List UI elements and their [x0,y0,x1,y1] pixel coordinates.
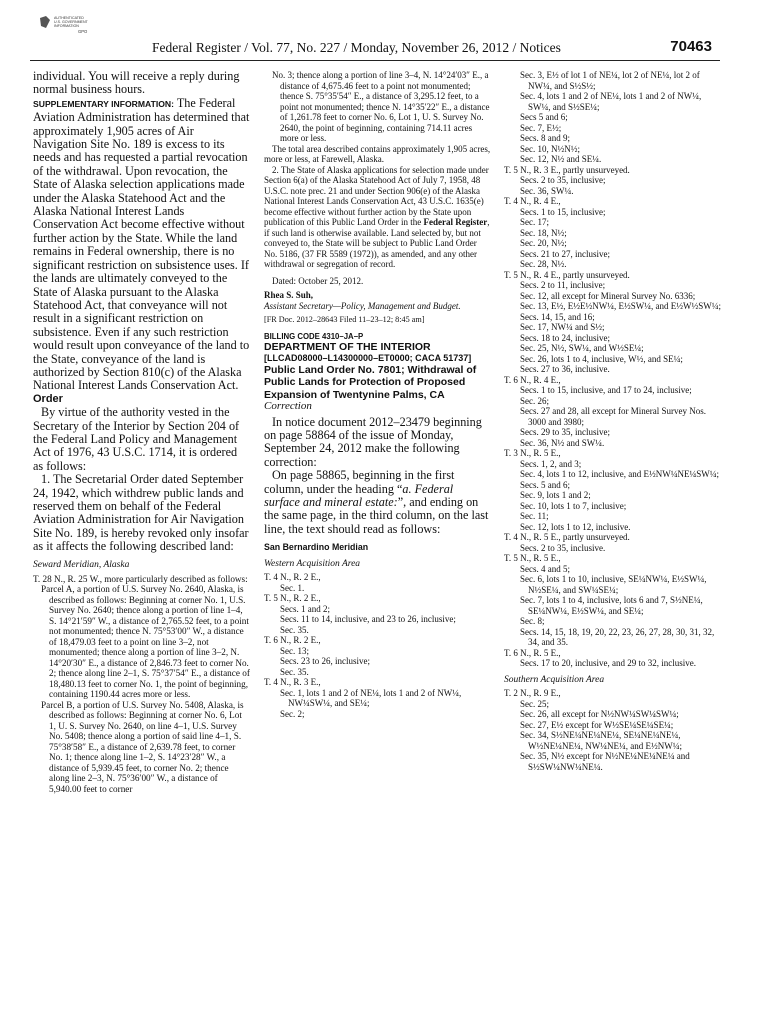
section-line: Sec. 13; [280,645,309,656]
section-line: Secs. 2 to 11, inclusive; [520,280,606,290]
order-heading: Order [33,392,63,405]
township-line: T. 2 N., R. 9 E., [504,688,561,698]
text-run: , if such land is otherwise available. Land selected by, but not conveyed to, the State will be subject to Public Land Order No. 5186, (37 FR 5589 (1972)), as amended, and any other withdrawal or segregation of record. [264,217,490,269]
area-heading: Southern Acquisition Area [504,674,605,685]
section-line: Secs. 1 and 2; [280,603,330,614]
parcel-b-continued: No. 3; thence along a portion of line 3–4, N. 14°24′03″ E., a distance of 4,675.46 feet to a point not monumented; thence S. 75°35′54″ E., a distance of 3,295.12 feet, to a point not monumented; thence N. 14°35′22″ E., a distance of 1,261.78 feet to corner No. 6, Lot 1, U. S. Survey No. 2640, the point of beginning, containing 714.11 acres more or less. [272,70,490,143]
paragraph: The total area described contains approximately 1,905 acres, more or less, at Farewell, Alaska. [264,143,491,164]
section-line: Sec. 3, E½ of lot 1 of NE¼, lot 2 of NE¼, lot 2 of NW¼, and S½S½; [520,70,700,91]
logo-text-2: U.S. GOVERNMENT [54,20,88,24]
section-line: Secs. 23 to 26, inclusive; [280,656,370,667]
section-line: Sec. 26, lots 1 to 4, inclusive, W½, and SE¼; [520,353,683,364]
legal-description: T. 28 N., R. 25 W., more particularly described as follows: [33,573,248,584]
section-line: Sec. 12, N½ and SE¼. [520,154,602,164]
section-line: Sec. 10, lots 1 to 7, inclusive; [520,500,627,511]
billing-code: BILLING CODE 4310–JA–P [264,331,364,341]
section-line: Secs. 11 to 14, inclusive, and 23 to 26, inclusive; [280,614,456,625]
column-3 [504,70,724,772]
township-line: T. 6 N., R. 4 E., [504,374,561,385]
document-title: Public Land Order No. 7801; Withdrawal of Public Lands for Protection of Proposed Expansion of Twentynine Palms, CA [264,363,477,401]
meridian-label: Seward Meridian, Alaska [33,559,130,570]
section-line: Sec. 35. [280,624,309,635]
township-line: T. 6 N., R. 5 E., [504,647,561,658]
section-line: Secs. 17 to 20, inclusive, and 29 to 32, inclusive. [520,658,696,668]
paragraph: 1. The Secretarial Order dated September 24, 1942, which withdrew public lands and reserved them on behalf of the Federal Aviation Administration for Air Navigation Site No. 189, is hereby revoked only insofar as it affects the following described land: [33,472,249,554]
supplementary-paragraph [33,97,250,393]
section-line: Sec. 25, N½, SW¼, and W½SE¼; [520,343,644,353]
correction-label: Correction [264,400,312,412]
section-line: Sec. 28, N½. [520,259,567,269]
township-line: T. 4 N., R. 5 E., partly unsurveyed. [504,532,630,542]
section-line: Sec. 11; [520,511,549,521]
page-number: 70463 [670,38,712,55]
section-line: Secs. 14, 15, 18, 19, 20, 22, 23, 26, 27, 28, 30, 31, 32, 34, and 35. [520,626,715,647]
section-line: Sec. 27, E½ except for W½SE¼SE¼SE¼; [520,719,674,730]
section-line: Secs. 8 and 9; [520,133,570,143]
section-line: Secs. 21 to 27, inclusive; [520,248,610,259]
parcel-a-description: Parcel A, a portion of U.S. Survey No. 2640, Alaska, is described as follows: Beginning at corner No. 1, U.S. Survey No. 2640; thence along a portion of line 1–4, S. 14°21′59″ W., a distance of 2,765.52 feet, to a point not monumented; thence N. 75°53′00″ W., a distance of 18,479.03 feet to a point on line 3–2, not monumented; thence along a portion of line 3–2, N. 14°20′30″ E., a distance of 2,846.73 feet to corner No. 2; thence along line 2–1, S. 75°37′54″ E., a distance of 18,480.13 feet to corner No. 1, the point of beginning, containing 1190.44 acres more or less. [41,584,250,700]
department-heading: DEPARTMENT OF THE INTERIOR [264,341,431,353]
paragraph [264,469,492,536]
section-line: Secs. 29 to 35, inclusive; [520,427,610,437]
section-line: Sec. 8; [520,616,545,626]
supplementary-text: The Federal Aviation Administration has determined that approximately 1,905 acres of Air Navigation Site No. 189 is excess to its needs and has requested a partial revocation of the withdrawal. Upon revocation, the State of Alaska selection applications made under the Alaska Statehood Act and the Alaska National Interest Lands Conservation Act become effective without further action by the State. While the land remains in Federal ownership, there is no significant restriction on subsistence uses. If the lands are ultimately conveyed to the State of Alaska pursuant to the Alaska Statehood Act, that conveyance will not result in a significant restriction on subsistence. Even if any such restriction would result upon conveyance of the land to the State, conveyance of the land is authorized by Section 810(c) of the Alaska National Interest Lands Conservation Act. [33,95,250,393]
paragraph: By virtue of the authority vested in the Secretary of the Interior by Section 204 of the Federal Land Policy and Management Act of 1976, 43 U.S.C. 1714, it is ordered as follows: [33,405,240,473]
text-run: On page 58865, beginning in the first column, under the heading “ [264,468,455,496]
header-rule [30,60,720,61]
section-line: Secs 5 and 6; [520,112,568,122]
parcel-b-description: Parcel B, a portion of U.S. Survey No. 5408, Alaska, is described as follows: Beginning at corner No. 6, Lot 1, U. S. Survey No. 2640, on line 4–1, U.S. Survey No. 5408; thence along a portion of said line 4–1, S. 75°38′58″ E., a distance of 2,639.78 feet, to corner No. 1; thence along line 1–2, S. 14°23′28″ W., a distance of 5,939.45 feet, to corner No. 2; thence along line 2–3, N. 75°36′00″ W., a distance of 5,940.00 feet to corner [41,699,244,794]
section-line: Sec. 17, NW¼ and S½; [520,322,605,332]
section-line: Sec. 12, lots 1 to 12, inclusive. [520,521,631,532]
text-run-bold: Federal Register [423,217,488,227]
section-line: Secs. 4 and 5; [520,563,570,574]
logo-text-3: INFORMATION [54,24,79,28]
header-title: Federal Register / Vol. 77, No. 227 / Monday, November 26, 2012 / Notices [152,40,561,55]
township-line: T. 4 N., R. 2 E., [264,572,321,583]
township-line: T. 3 N., R. 5 E., [504,448,561,458]
paragraph: individual. You will receive a reply during normal business hours. [33,69,240,97]
township-list [504,70,724,669]
section-line: Sec. 36, SW¼. [520,185,574,196]
logo-text-gpo: GPO [78,29,88,34]
section-line: Sec. 9, lots 1 and 2; [520,490,591,500]
section-line: Secs. 27 to 36, inclusive. [520,364,610,374]
section-line: Sec. 10, N½N½; [520,143,580,154]
section-line: Sec. 20, N½; [520,238,567,248]
fr-doc-line: [FR Doc. 2012–28643 Filed 11–23–12; 8:45 am] [264,315,425,324]
section-line: Sec. 26; [520,395,549,406]
township-list [504,688,724,772]
section-line: Secs. 1 to 15, inclusive, and 17 to 24, inclusive; [520,385,692,395]
logo-text-1: AUTHENTICATED [54,16,84,20]
section-line: Sec. 6, lots 1 to 10, inclusive, SE¼NW¼, E½SW¼, N½SE¼, and SW¼SE¼; [520,574,707,595]
section-line: Secs. 27 and 28, all except for Mineral Survey Nos. 3000 and 3980; [520,406,706,427]
column-2 [264,70,492,719]
section-line: Sec. 12, all except for Mineral Survey No. 6336; [520,290,696,301]
section-line: Sec. 25; [520,698,549,709]
township-line: T. 5 N., R. 5 E., [504,553,561,563]
gpo-authentication-logo [38,14,102,36]
section-line: Sec. 4, lots 1 to 12, inclusive, and E½NW¼NE¼SW¼; [520,469,719,479]
section-line: Secs. 1, 2, and 3; [520,458,582,469]
section-line: Sec. 2; [280,708,305,719]
section-line: Sec. 4, lots 1 and 2 of NE¼, lots 1 and 2 of NW¼, SW¼, and S½SE¼; [520,91,702,112]
township-list [264,572,492,719]
supplementary-label: SUPPLEMENTARY INFORMATION: [33,98,174,109]
township-line: T. 6 N., R. 2 E., [264,635,321,646]
section-line: Sec. 26, all except for N½NW¼SW¼SW¼; [520,709,679,719]
section-line: Sec. 1. [280,582,305,593]
docket-number: [LLCAD08000–L14300000–ET0000; CACA 51737] [264,352,472,363]
meridian-heading: San Bernardino Meridian [264,542,369,553]
text-run: 2. The State of Alaska applications for selection made under Section 6(a) of the Alaska Statehood Act of July 7, 1958, 48 U.S.C. note prec. 21 and under Section 906(e) of the Alaska National Interest Lands Conservation Act, 43 U.S.C. 1635(e) become effective without further action by the State upon publication of this Public Land Order in the [264,164,489,227]
section-line: Sec. 17; [520,217,549,227]
township-line: T. 5 N., R. 3 E., partly unsurveyed. [504,164,630,175]
township-line: T. 4 N., R. 4 E., [504,196,561,206]
section-line: Secs. 1 to 15, inclusive; [520,206,606,217]
section-line: Sec. 36, N½ and SW¼. [520,437,605,448]
signer-title: Assistant Secretary—Policy, Management and Budget. [264,300,461,311]
section-line: Sec. 34, S½NE¼NE¼NE¼, SE¼NE¼NE¼, W½NE¼NE¼, NW¼NE¼, and E½NW¼; [520,730,682,751]
section-line: Secs. 14, 15, and 16; [520,311,595,322]
section-line: Secs. 2 to 35, inclusive; [520,175,606,185]
section-line: Sec. 35, N½ except for N½NE¼NE¼NE¼ and S½SW¼NW¼NE¼. [520,751,690,772]
area-heading: Western Acquisition Area [264,558,361,569]
paragraph [264,165,492,270]
section-line: Sec. 7, E½; [520,122,562,133]
page-header [152,38,712,58]
dated-line: Dated: October 25, 2012. [272,275,364,286]
section-line: Sec. 13, E½, E½E½NW¼, E½SW¼, and E½W½SW¼; [520,301,721,311]
section-line: Secs. 18 to 24, inclusive; [520,332,610,343]
section-line: Sec. 7, lots 1 to 4, inclusive, lots 6 and 7, S½NE¼, SE¼NW¼, E½SW¼, and SE¼; [520,595,703,616]
section-line: Sec. 35. [280,666,309,677]
column-1 [33,70,250,794]
section-line: Sec. 18, N½; [520,227,567,238]
signer-name: Rhea S. Suh, [264,290,314,300]
text-run: ”, and ending on the same page, in the third column, on the last line, the text should read as follows: [264,494,489,536]
township-line: T. 5 N., R. 2 E., [264,593,321,604]
section-line: Sec. 1, lots 1 and 2 of NE¼, lots 1 and 2 of NW¼, NW¼SW¼, and SE¼; [280,687,462,709]
section-line: Secs. 2 to 35, inclusive. [520,542,606,553]
section-line: Secs. 5 and 6; [520,479,570,490]
paragraph: In notice document 2012–23479 beginning on page 58864 of the issue of Monday, September 24, 2012 make the following correction: [264,414,482,469]
text-run-italic: a. Federal surface and mineral estate: [264,481,454,509]
township-line: T. 4 N., R. 3 E., [264,677,321,688]
township-line: T. 5 N., R. 4 E., partly unsurveyed. [504,269,630,280]
